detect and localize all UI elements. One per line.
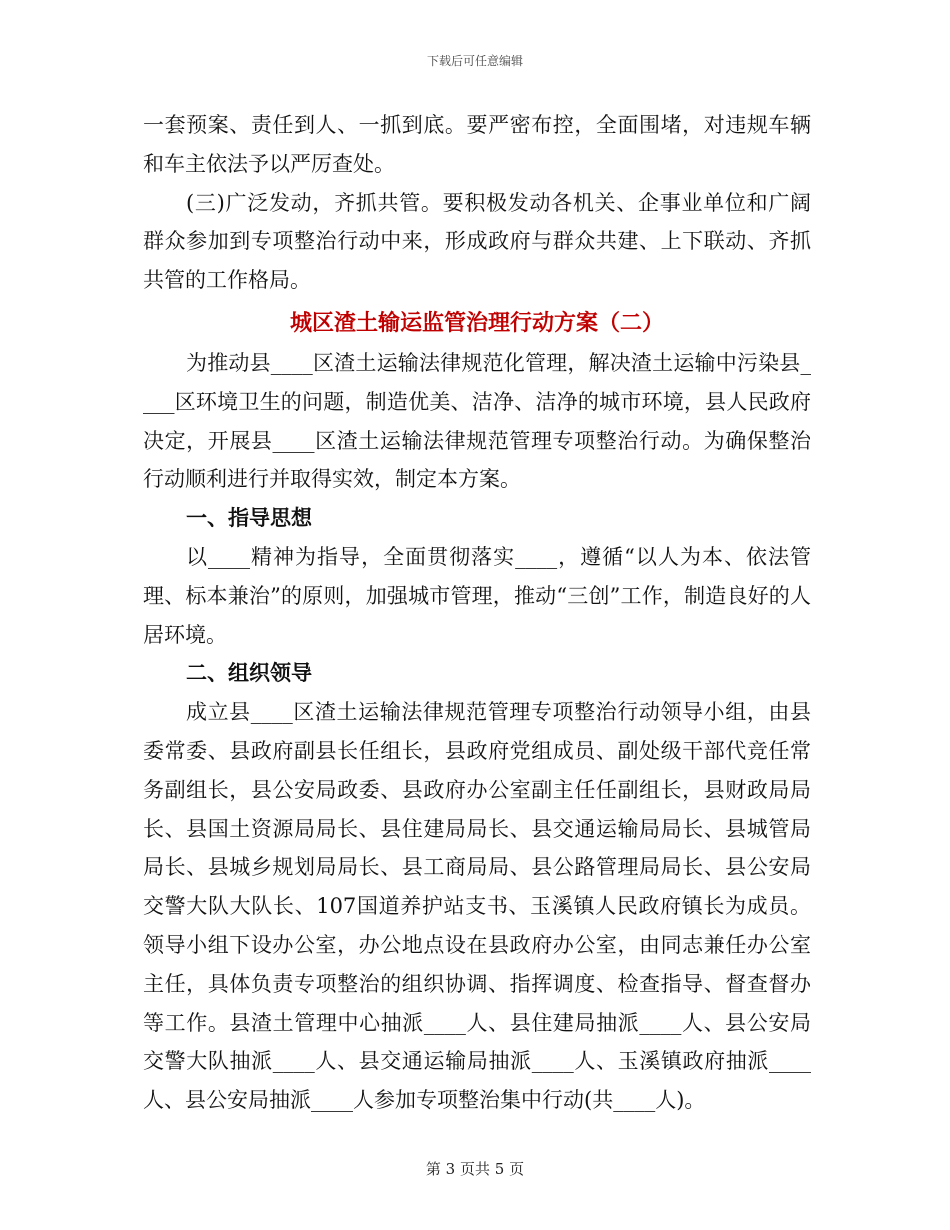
paragraph-continued: 一套预案、责任到人、一抓到底。要严密布控，全面围堵，对违规车辆和车主依法予以严厉查处。 (143, 113, 811, 176)
paragraph-guiding-ideology: 以____精神为指导，全面贯彻落实____，遵循“以人为本、依法管理、标本兼治”的原则，加强城市管理，推动“三创”工作，制造良好的人居环境。 (143, 544, 811, 647)
section-heading-guiding-ideology: 一、指导思想 (186, 505, 312, 531)
paragraph-intro: 为推动县____区渣土运输法律规范化管理，解决渣土运输中污染县____区环境卫生的问题，制造优美、洁净、洁净的城市环境，县人民政府决定，开展县____区渣土运输法律规范管理专项整治行动。为确保整治行动顺利进行并取得实效，制定本方案。 (143, 350, 811, 492)
document-body (143, 106, 811, 1120)
section-heading-organization: 二、组织领导 (186, 660, 312, 686)
paragraph-organization: 成立县____区渣土运输法律规范管理专项整治行动领导小组，由县委常委、县政府副县长任组长，县政府党组成员、副处级干部代竞任常务副组长，县公安局政委、县政府办公室副主任任副组长，县财政局局长、县国土资源局局长、县住建局局长、县交通运输局局长、县城管局局长、县城乡规划局局长、县工商局局、县公路管理局局长、县公安局交警大队大队长、107国道养护站支书、玉溪镇人民政府镇长为成员。领导小组下设办公室，办公地点设在县政府办公室，由同志兼任办公室主任，具体负责专项整治的组织协调、指挥调度、检查指导、督查督办等工作。县渣土管理中心抽派____人、县住建局抽派____人、县公安局交警大队抽派____人、县交通运输局抽派____人、玉溪镇政府抽派____人、县公安局抽派____人参加专项整治集中行动(共____人)。 (143, 700, 811, 1113)
page-number-footer: 第 3 页共 5 页 (425, 1160, 525, 1178)
document-title: 城区渣土输运监管治理行动方案（二） (289, 309, 664, 336)
paragraph-broad-mobilization: (三)广泛发动，齐抓共管。要积极发动各机关、企事业单位和广阔群众参加到专项整治行动中来，形成政府与群众共建、上下联动、齐抓共管的工作格局。 (143, 190, 811, 293)
page-header: 下载后可任意编辑 (426, 54, 523, 68)
